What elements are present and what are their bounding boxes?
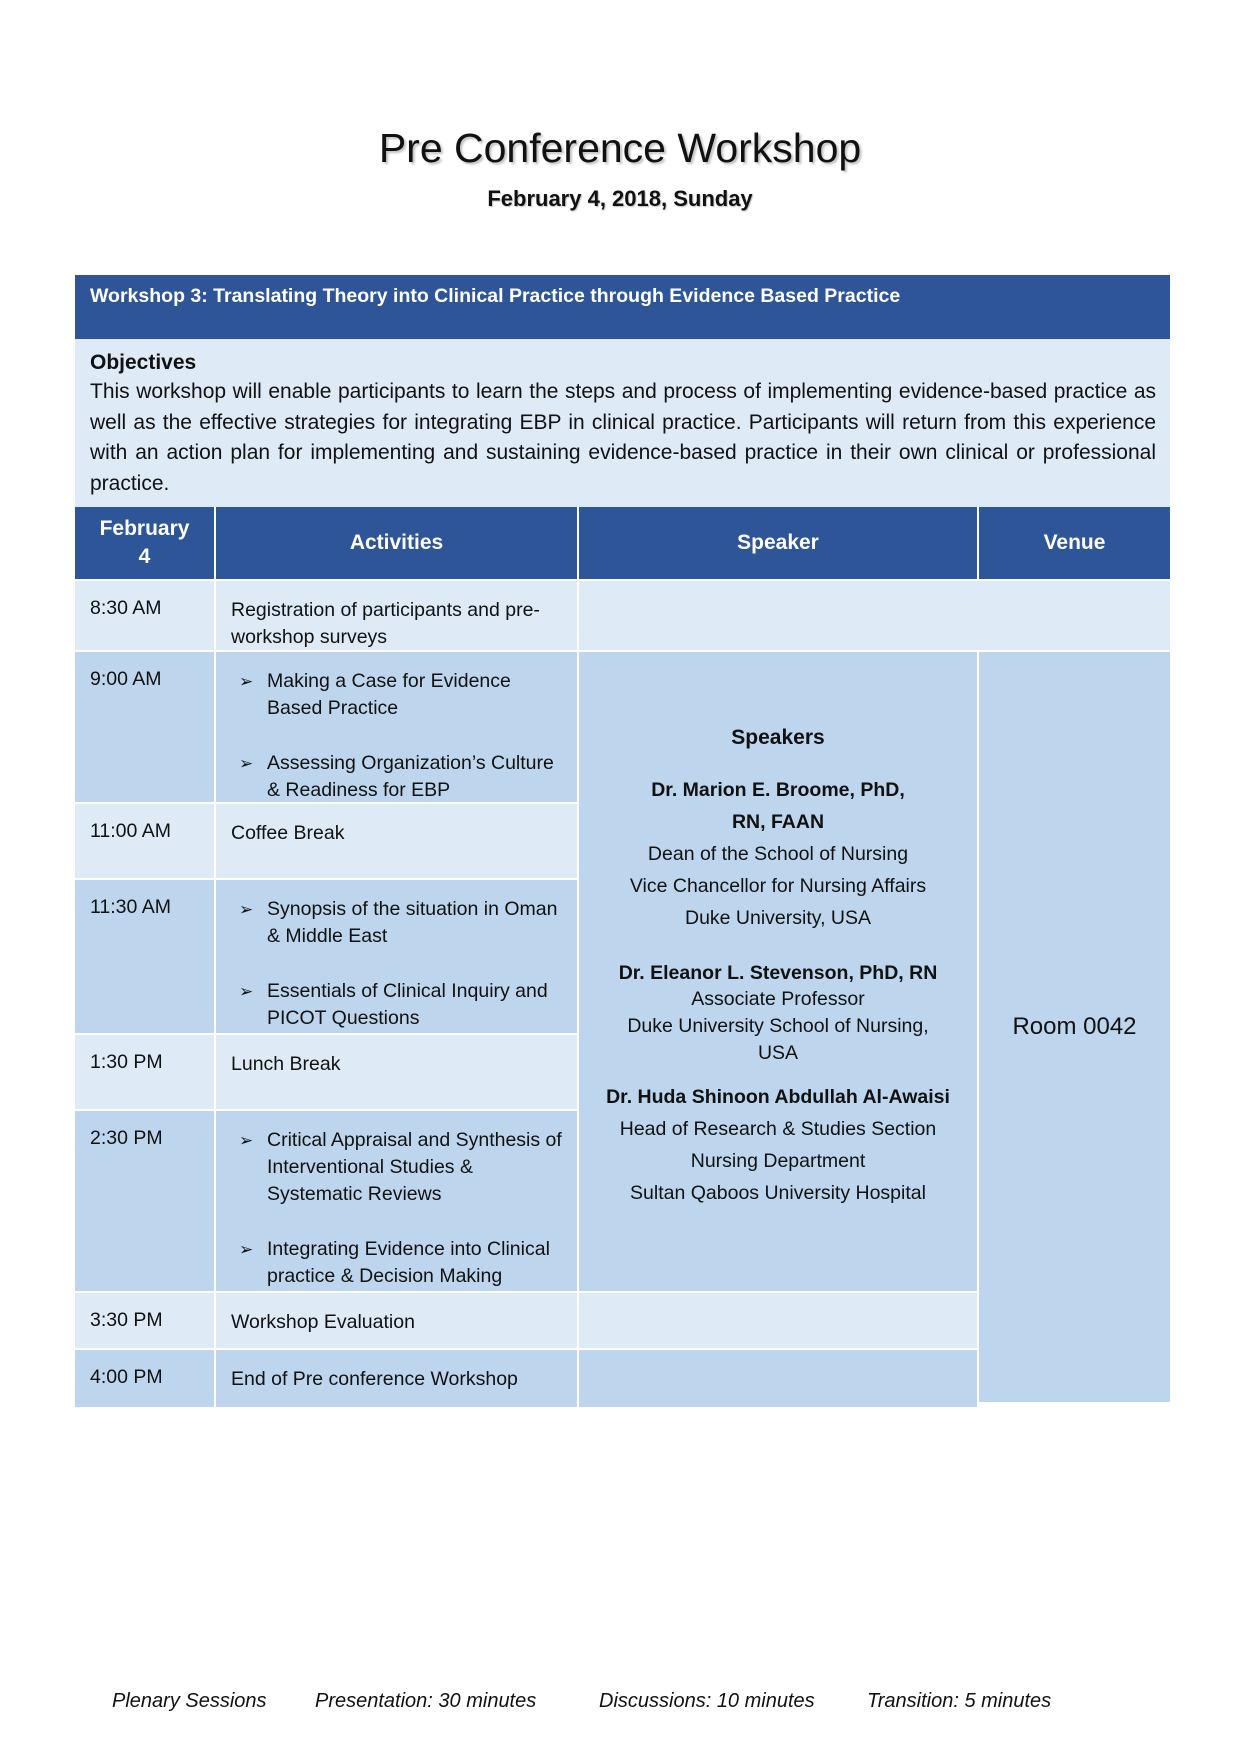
column-header-speaker: Speaker	[579, 507, 977, 579]
speaker-detail: Sultan Qaboos University Hospital	[630, 1182, 926, 1204]
speaker-detail: Duke University School of Nursing, USA	[627, 1015, 929, 1064]
arrow-bullet-icon: ➢	[239, 982, 254, 1001]
column-header-date-label: February 4	[99, 517, 190, 568]
row-empty-cell	[579, 581, 1170, 650]
footer-item: Transition: 5 minutes	[867, 1690, 1052, 1712]
arrow-bullet-icon: ➢	[239, 900, 254, 919]
bullet-text: Making a Case for Evidence Based Practice	[267, 670, 511, 719]
speaker-detail: Head of Research & Studies Section	[619, 1118, 937, 1140]
objectives-section	[75, 339, 1170, 507]
footer-item: Discussions: 10 minutes	[599, 1690, 815, 1712]
arrow-bullet-icon: ➢	[239, 672, 254, 691]
row-activity	[216, 880, 577, 1033]
arrow-bullet-icon: ➢	[239, 1240, 254, 1259]
row-empty-cell	[579, 1350, 977, 1407]
speaker-name: Dr. Eleanor L. Stevenson, PhD, RN	[618, 962, 938, 984]
row-activity: Coffee Break	[216, 804, 577, 878]
speakers-cell	[579, 652, 977, 1291]
activity-bullet	[231, 896, 567, 950]
row-time: 2:30 PM	[75, 1111, 214, 1291]
speaker-detail: Nursing Department	[690, 1150, 866, 1172]
row-time: 1:30 PM	[75, 1035, 214, 1109]
column-header-activities: Activities	[216, 507, 577, 579]
row-activity: Lunch Break	[216, 1035, 577, 1109]
speakers-heading: Speakers	[731, 726, 825, 749]
row-empty-cell	[579, 1293, 977, 1348]
venue-cell: Room 0042	[979, 652, 1170, 1402]
row-time: 11:00 AM	[75, 804, 214, 878]
bullet-text: Critical Appraisal and Synthesis of Interventional Studies & Systematic Reviews	[267, 1129, 562, 1205]
row-activity: Registration of participants and pre-workshop surveys	[216, 581, 577, 650]
activity-bullet	[231, 1127, 567, 1208]
row-time: 8:30 AM	[75, 581, 214, 650]
column-header-venue: Venue	[979, 507, 1170, 579]
activity-bullet	[231, 750, 567, 804]
arrow-bullet-icon: ➢	[239, 1131, 254, 1150]
row-activity	[216, 1111, 577, 1291]
objectives-text: This workshop will enable participants to learn the steps and process of implementing evidence-based practice as well as the effective strategies for integrating EBP in clinical practice. Participants will return from this experience with an action plan for implementing and sustaining evidence-based practice in their own clinical or professional practice.	[90, 380, 1156, 495]
row-activity: Workshop Evaluation	[216, 1293, 577, 1348]
speaker-name: Dr. Huda Shinoon Abdullah Al-Awaisi	[606, 1086, 950, 1108]
objectives-heading: Objectives	[90, 351, 197, 374]
speaker-detail: Dean of the School of Nursing	[647, 843, 909, 865]
page-title: Pre Conference Workshop	[378, 125, 862, 171]
bullet-text: Assessing Organization’s Culture & Readiness for EBP	[267, 752, 554, 801]
row-time: 9:00 AM	[75, 652, 214, 802]
row-time: 4:00 PM	[75, 1350, 214, 1407]
arrow-bullet-icon: ➢	[239, 754, 254, 773]
page-date: February 4, 2018, Sunday	[487, 186, 753, 211]
activity-bullet	[231, 1236, 567, 1290]
bullet-text: Synopsis of the situation in Oman & Middle East	[267, 898, 558, 947]
row-time: 11:30 AM	[75, 880, 214, 1033]
bullet-text: Integrating Evidence into Clinical practice & Decision Making	[267, 1238, 550, 1287]
row-activity	[216, 652, 577, 802]
activity-bullet	[231, 668, 567, 722]
bullet-text: Essentials of Clinical Inquiry and PICOT Questions	[267, 980, 548, 1029]
footer-item: Presentation: 30 minutes	[315, 1690, 537, 1712]
footer-item: Plenary Sessions	[112, 1690, 267, 1712]
speaker-detail: Vice Chancellor for Nursing Affairs	[629, 875, 927, 897]
column-header-date	[75, 507, 214, 579]
footer-notes	[112, 1690, 1051, 1713]
activity-bullet	[231, 978, 567, 1032]
speaker-detail: Duke University, USA	[684, 907, 872, 929]
workshop-title: Workshop 3: Translating Theory into Clinical Practice through Evidence Based Practice	[75, 275, 1170, 339]
speaker-name: Dr. Marion E. Broome, PhD, RN, FAAN	[651, 779, 905, 833]
row-activity: End of Pre conference Workshop	[216, 1350, 577, 1407]
row-time: 3:30 PM	[75, 1293, 214, 1348]
speaker-detail: Associate Professor	[691, 988, 865, 1010]
